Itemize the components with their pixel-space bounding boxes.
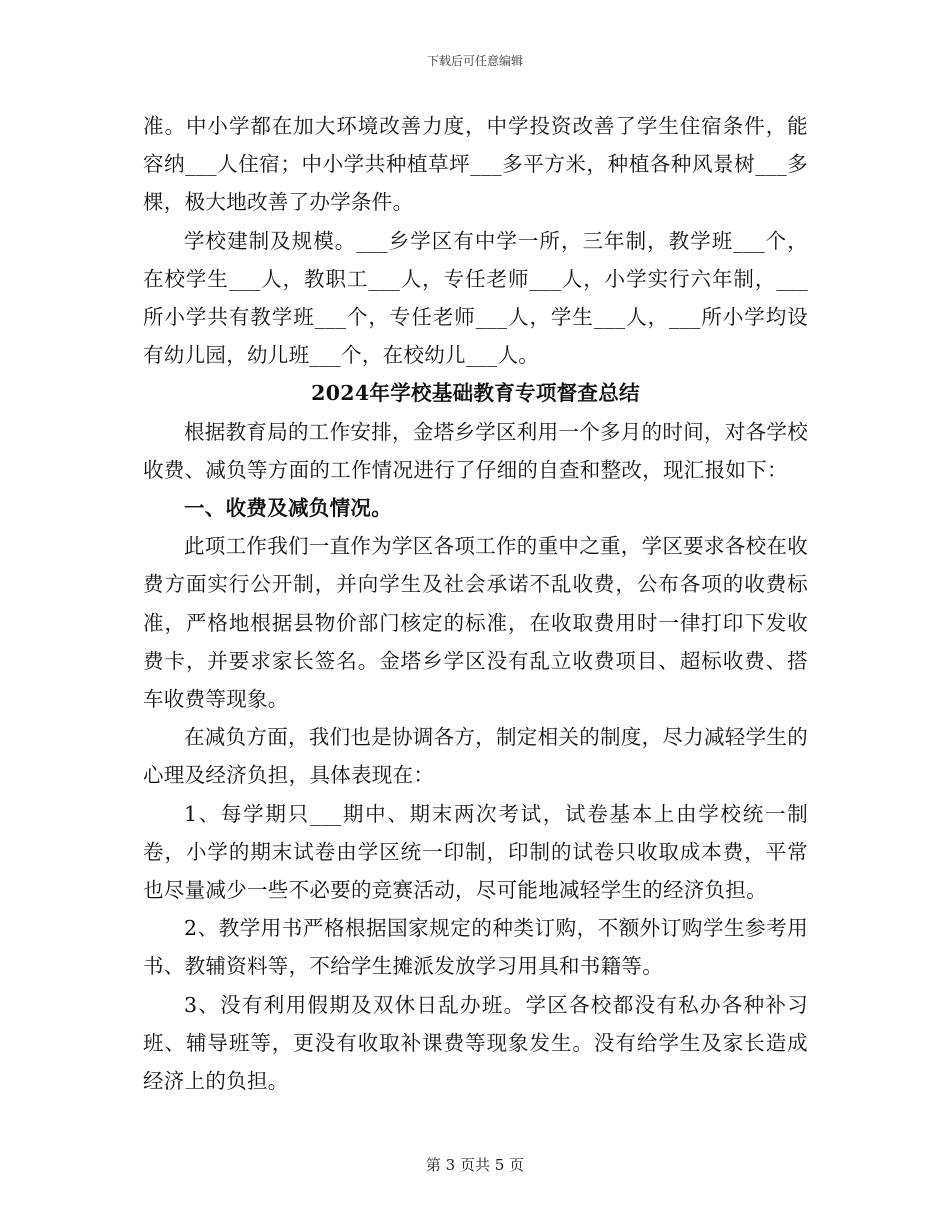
paragraph-fees: 此项工作我们一直作为学区各项工作的重中之重，学区要求各校在收费方面实行公开制，并向学生及社会承诺不乱收费，公布各项的收费标准，严格地根据县物价部门核定的标准，在收取费用时一律打印下发收费卡，并要求家长签名。金塔乡学区没有乱立收费项目、超标收费、搭车收费等现象。 — [143, 534, 808, 712]
page-header: 下载后可任意编辑 — [426, 54, 523, 68]
list-item-2: 2、教学用书严格根据国家规定的种类订购，不额外订购学生参考用书、教辅资料等，不给学生摊派发放学习用具和书籍等。 — [143, 916, 808, 979]
page-footer: 第 3 页共 5 页 — [425, 1156, 525, 1174]
paragraph-school-scale: 学校建制及规模。___乡学区有中学一所，三年制，教学班___个，在校学生___人，教职工___人，专任老师___人，小学实行六年制，___所小学共有教学班___个，专任老师___人，学生___人，___所小学均设有幼儿园，幼儿班___个，在校幼儿___人。 — [143, 228, 808, 368]
document-title: 2024年学校基础教育专项督查总结 — [311, 381, 640, 406]
paragraph-continued: 准。中小学都在加大环境改善力度，中学投资改善了学生住宿条件，能容纳___人住宿；中小学共种植草坪___多平方米，种植各种风景树___多棵，极大地改善了办学条件。 — [143, 114, 808, 215]
paragraph-intro: 根据教育局的工作安排，金塔乡学区利用一个多月的时间，对各学校收费、减负等方面的工作情况进行了仔细的自查和整改，现汇报如下： — [143, 419, 808, 482]
paragraph-burden: 在减负方面，我们也是协调各方，制定相关的制度，尽力减轻学生的心理及经济负担，具体表现在： — [143, 725, 808, 788]
section-heading: 一、收费及减负情况。 — [184, 496, 392, 521]
list-item-1: 1、每学期只___期中、期末两次考试，试卷基本上由学校统一制卷，小学的期末试卷由学区统一印制，印制的试卷只收取成本费，平常也尽量减少一些不必要的竞赛活动，尽可能地减轻学生的经济负担。 — [143, 801, 808, 903]
document-body — [143, 107, 808, 1100]
list-item-3: 3、没有利用假期及双休日乱办班。学区各校都没有私办各种补习班、辅导班等，更没有收取补课费等现象发生。没有给学生及家长造成经济上的负担。 — [143, 992, 808, 1094]
